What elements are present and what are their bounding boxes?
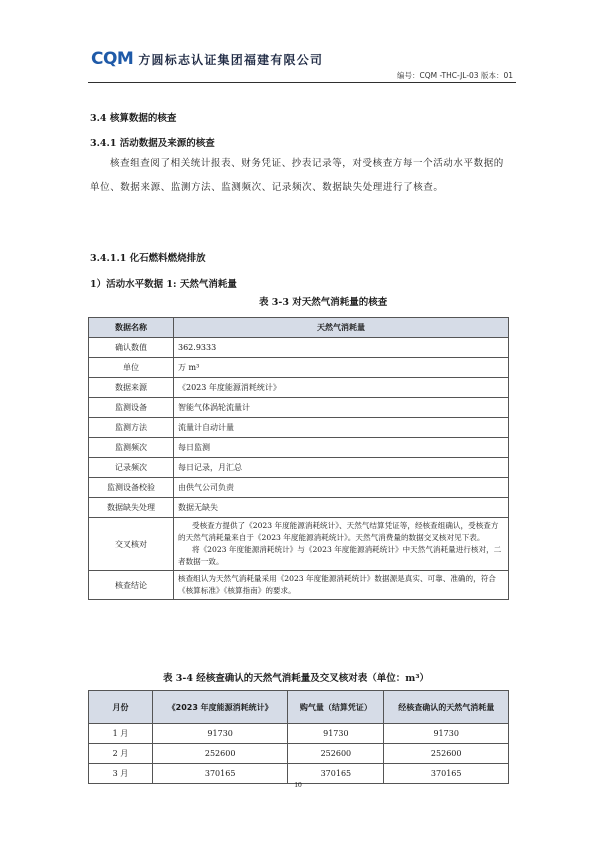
table-cell: 3 月 — [89, 764, 153, 784]
table-3-4 — [88, 690, 509, 784]
body-paragraph: 核查组查阅了相关统计报表、财务凭证、抄表记录等，对受核查方每一个活动水平数据的单位、数据来源、监测方法、监测频次、记录频次、数据缺失处理进行了核查。 — [90, 158, 504, 193]
table-3-4-caption: 表 3-4 经核查确认的天然气消耗量及交叉核对表（单位：m³） — [163, 673, 429, 684]
row-label: 核查结论 — [89, 571, 174, 600]
column-header: 购气量（结算凭证） — [288, 691, 384, 724]
column-header: 天然气消耗量 — [174, 318, 509, 338]
table-row — [89, 744, 509, 764]
column-header: 经核查确认的天然气消耗量 — [384, 691, 509, 724]
table-3-3-caption: 表 3-3 对天然气消耗量的核查 — [259, 297, 388, 308]
table-cell: 370165 — [384, 764, 509, 784]
column-header: 数据名称 — [89, 318, 174, 338]
row-value: 核查组认为天然气消耗量采用《2023 年度能源消耗统计》数据源是真实、可靠、准确的，符合《核算标准》《核算指南》的要求。 — [174, 571, 509, 600]
table-cell: 91730 — [384, 724, 509, 744]
table-row — [89, 518, 509, 571]
column-header: 《2023 年度能源消耗统计》 — [153, 691, 288, 724]
row-label: 监测方法 — [89, 418, 174, 438]
column-header: 月份 — [89, 691, 153, 724]
table-row — [89, 358, 509, 378]
table-cell: 370165 — [288, 764, 384, 784]
table-row — [89, 458, 509, 478]
section-heading-3-4-1-1: 3.4.1.1 化石燃料燃烧排放 — [90, 253, 206, 264]
row-value: 万 m³ — [174, 358, 509, 378]
table-row — [89, 378, 509, 398]
row-label: 确认数值 — [89, 338, 174, 358]
table-cell: 91730 — [288, 724, 384, 744]
table-cell: 252600 — [384, 744, 509, 764]
table-cell: 91730 — [153, 724, 288, 744]
table-header-row — [89, 318, 509, 338]
row-value: 数据无缺失 — [174, 498, 509, 518]
table-row — [89, 438, 509, 458]
page-number: 10 — [294, 780, 302, 789]
table-row — [89, 418, 509, 438]
table-row — [89, 478, 509, 498]
row-value: 362.9333 — [174, 338, 509, 358]
table-cell: 1 月 — [89, 724, 153, 744]
row-label: 数据缺失处理 — [89, 498, 174, 518]
document-number: 编号：CQM -THC-JL-03 版本：01 — [396, 71, 513, 80]
table-header-row — [89, 691, 509, 724]
row-value: 《2023 年度能源消耗统计》 — [174, 378, 509, 398]
row-label: 数据来源 — [89, 378, 174, 398]
table-cell: 370165 — [153, 764, 288, 784]
table-row — [89, 398, 509, 418]
table-row — [89, 724, 509, 744]
table-row — [89, 571, 509, 600]
item-heading: 1）活动水平数据 1: 天然气消耗量 — [90, 279, 237, 290]
row-label: 监测设备 — [89, 398, 174, 418]
row-label: 交叉核对 — [89, 518, 174, 571]
row-value: 每日监测 — [174, 438, 509, 458]
section-heading-3-4: 3.4 核算数据的核查 — [90, 113, 177, 124]
header-divider — [88, 82, 516, 83]
cross-check-text: 受核查方提供了《2023 年度能源消耗统计》、天然气结算凭证等，经核查组确认，受核查方的天然气消耗量来自于《2023 年度能源消耗统计》。天然气消费量的数据交叉核对见下表。 — [178, 521, 499, 542]
row-value: 每日记录，月汇总 — [174, 458, 509, 478]
table-cell: 252600 — [153, 744, 288, 764]
section-heading-3-4-1: 3.4.1 活动数据及来源的核查 — [90, 138, 215, 149]
table-cell: 2 月 — [89, 744, 153, 764]
cross-check-text: 将《2023 年度能源消耗统计》与《2023 年度能源消耗统计》中天然气消耗量进行核对，二者数据一致。 — [178, 545, 502, 566]
table-3-3 — [88, 317, 509, 600]
row-value: 由供气公司负责 — [174, 478, 509, 498]
table-row — [89, 338, 509, 358]
table-cell: 252600 — [288, 744, 384, 764]
table-row — [89, 498, 509, 518]
company-name: 方圆标志认证集团福建有限公司 — [138, 52, 324, 67]
row-label: 监测设备校验 — [89, 478, 174, 498]
row-label: 监测频次 — [89, 438, 174, 458]
row-label: 记录频次 — [89, 458, 174, 478]
row-label: 单位 — [89, 358, 174, 378]
company-logo — [91, 48, 323, 70]
row-value — [174, 518, 509, 571]
row-value: 智能气体涡轮流量计 — [174, 398, 509, 418]
cqm-logo-mark: CQM — [91, 49, 134, 69]
row-value: 流量计自动计量 — [174, 418, 509, 438]
